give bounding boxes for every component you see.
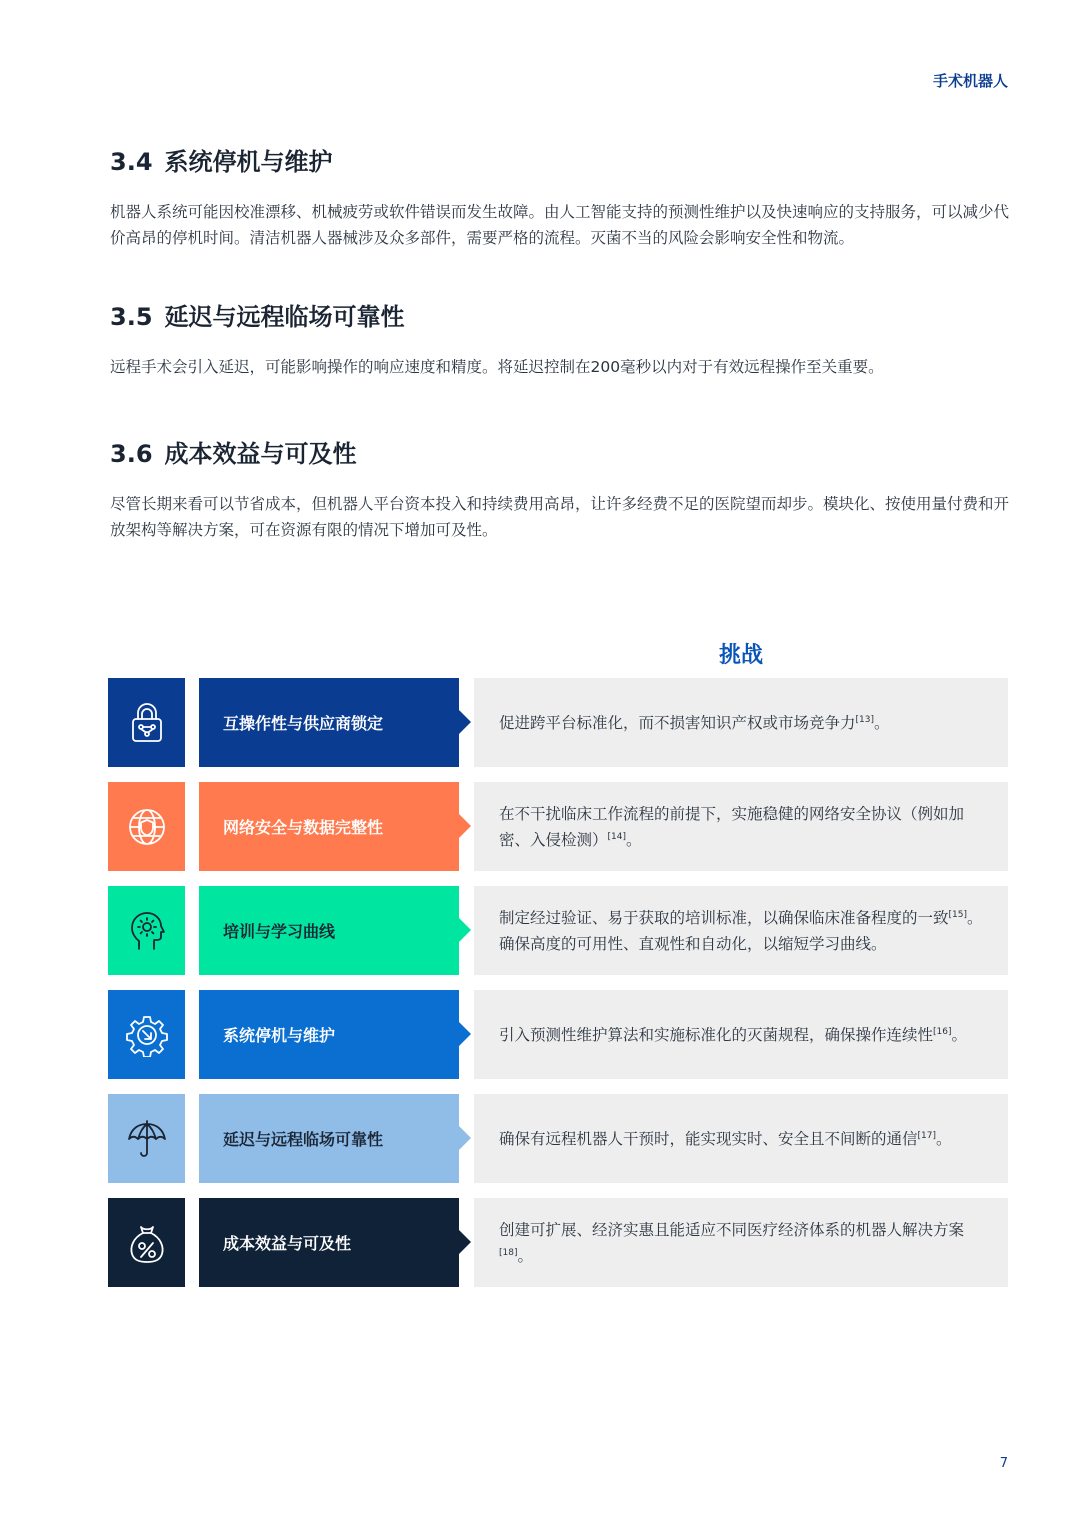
challenge-label: 网络安全与数据完整性	[199, 782, 459, 871]
challenge-description	[474, 1094, 1008, 1183]
section-body: 远程手术会引入延迟，可能影响操作的响应速度和精度。将延迟控制在200毫秒以内对于有效远程操作至关重要。	[110, 358, 884, 376]
lock-network-icon	[125, 701, 169, 745]
challenge-label: 延迟与远程临场可靠性	[199, 1094, 459, 1183]
section-heading	[110, 297, 1010, 332]
challenge-description	[474, 990, 1008, 1079]
challenge-icon-box	[108, 886, 185, 975]
challenge-icon-box	[108, 1198, 185, 1287]
description-end: 。	[936, 1129, 952, 1148]
challenge-row	[108, 782, 1008, 871]
section-number: 3.5	[110, 303, 153, 331]
challenge-description	[474, 782, 1008, 871]
challenge-description	[474, 886, 1008, 975]
description-text: 促进跨平台标准化，而不损害知识产权或市场竞争力	[499, 713, 856, 732]
section-body: 机器人系统可能因校准漂移、机械疲劳或软件错误而发生故障。由人工智能支持的预测性维护以及快速响应的支持服务，可以减少代价高昂的停机时间。清洁机器人器械涉及众多部件，需要严格的流程。灭菌不当的风险会影响安全性和物流。	[110, 203, 1010, 247]
section-3-6	[110, 434, 1010, 543]
challenge-row	[108, 990, 1008, 1079]
challenge-icon-box	[108, 990, 185, 1079]
challenge-icon-box	[108, 1094, 185, 1183]
description-text: 创建可扩展、经济实惠且能适应不同医疗经济体系的机器人解决方案	[499, 1220, 965, 1239]
section-heading	[110, 142, 1010, 177]
section-title: 成本效益与可及性	[164, 440, 357, 468]
section-heading	[110, 434, 1010, 469]
challenge-row	[108, 886, 1008, 975]
description-text: 确保有远程机器人干预时，能实现实时、安全且不间断的通信	[499, 1129, 918, 1148]
section-3-5	[110, 297, 1010, 380]
reference-marker: [16]	[933, 1026, 952, 1037]
description-end: 。确保高度的可用性、直观性和自动化，以缩短学习曲线。	[499, 908, 983, 953]
page-number: 7	[999, 1456, 1008, 1471]
description-end: 。	[874, 713, 890, 732]
reference-marker: [13]	[855, 714, 874, 725]
challenge-description	[474, 678, 1008, 767]
gear-arrow-icon	[125, 1013, 169, 1057]
section-number: 3.4	[110, 148, 153, 176]
description-text: 制定经过验证、易于获取的培训标准，以确保临床准备程度的一致	[499, 908, 949, 927]
challenge-label: 系统停机与维护	[199, 990, 459, 1079]
challenges-table	[108, 678, 1008, 1302]
reference-marker: [14]	[607, 831, 626, 842]
description-end: 。	[517, 1246, 533, 1265]
challenge-icon-box	[108, 782, 185, 871]
section-body: 尽管长期来看可以节省成本，但机器人平台资本投入和持续费用高昂，让许多经费不足的医院望而却步。模块化、按使用量付费和开放架构等解决方案，可在资源有限的情况下增加可及性。	[110, 495, 1010, 539]
head-gear-icon	[125, 909, 169, 953]
challenge-label: 成本效益与可及性	[199, 1198, 459, 1287]
challenges-heading: 挑战	[718, 643, 763, 668]
section-title: 系统停机与维护	[164, 148, 333, 176]
challenge-description	[474, 1198, 1008, 1287]
reference-marker: [17]	[917, 1130, 936, 1141]
description-end: 。	[626, 830, 642, 849]
header-tag: 手术机器人	[932, 72, 1008, 90]
description-end: 。	[951, 1025, 968, 1044]
globe-shield-icon	[125, 805, 169, 849]
challenge-row	[108, 1198, 1008, 1287]
reference-marker: [15]	[948, 909, 967, 920]
description-text: 引入预测性维护算法和实施标准化的灭菌规程，确保操作连续性	[499, 1025, 934, 1044]
reference-marker: [18]	[499, 1247, 518, 1258]
description-text: 在不干扰临床工作流程的前提下，实施稳健的网络安全协议（例如加密、入侵检测）	[499, 804, 965, 849]
section-title: 延迟与远程临场可靠性	[164, 303, 405, 331]
challenge-row	[108, 1094, 1008, 1183]
section-3-4	[110, 142, 1010, 251]
challenge-label: 互操作性与供应商锁定	[199, 678, 459, 767]
umbrella-icon	[125, 1117, 169, 1161]
section-number: 3.6	[110, 440, 153, 468]
challenge-label: 培训与学习曲线	[199, 886, 459, 975]
challenge-row	[108, 678, 1008, 767]
challenge-icon-box	[108, 678, 185, 767]
money-bag-percent-icon	[125, 1221, 169, 1265]
